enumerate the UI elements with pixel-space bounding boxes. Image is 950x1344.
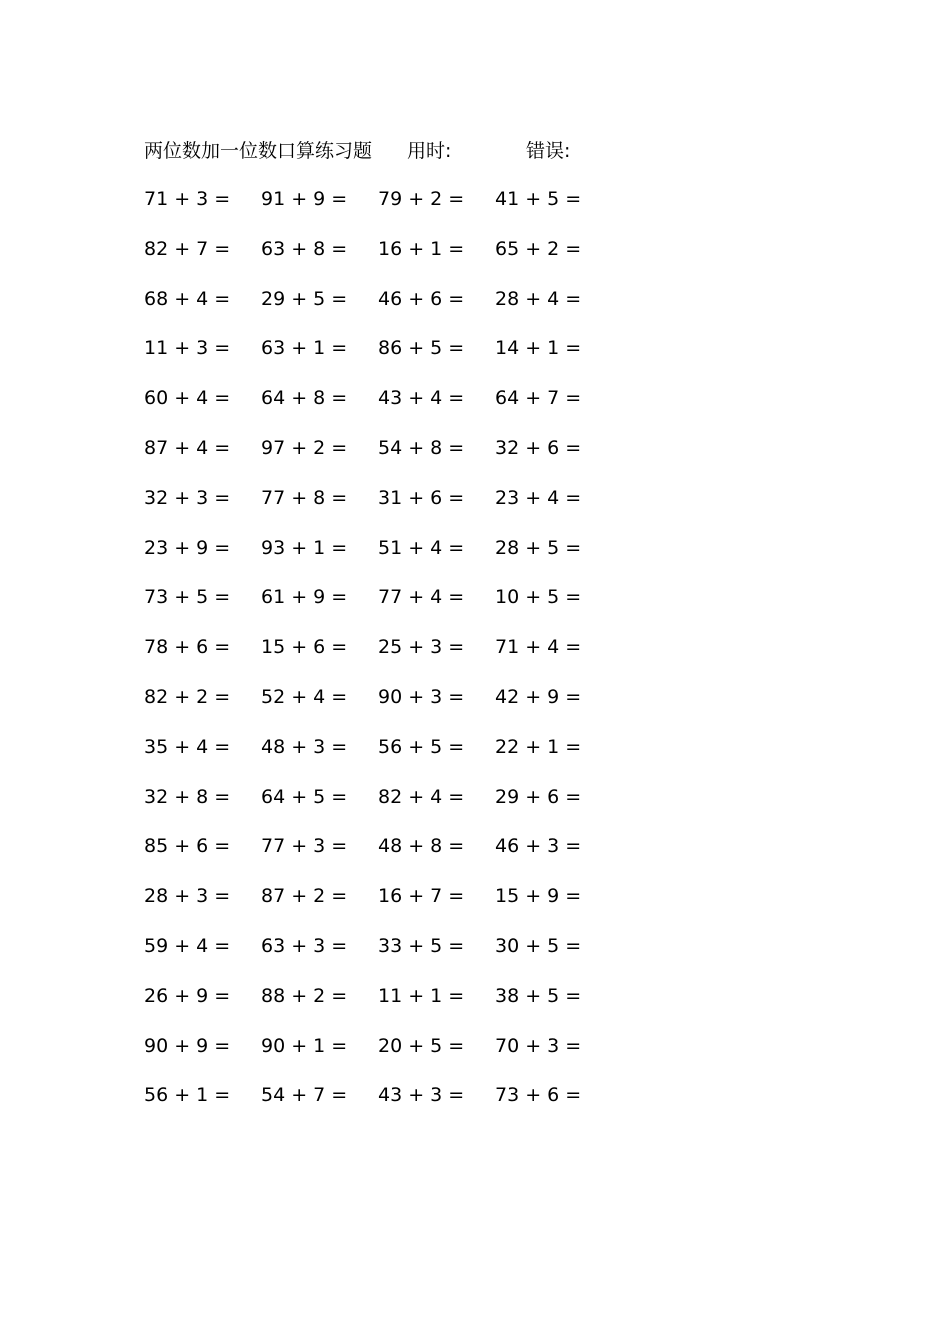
problem-item: 64 + 5 = — [261, 785, 348, 808]
problem-item: 85 + 6 = — [144, 835, 231, 858]
problem-item: 32 + 8 = — [144, 785, 231, 808]
problem-item: 20 + 5 = — [378, 1034, 465, 1057]
problem-item: 70 + 3 = — [495, 1034, 582, 1057]
problem-item: 30 + 5 = — [495, 934, 582, 957]
problem-item: 28 + 5 = — [495, 536, 582, 559]
problem-item: 35 + 4 = — [144, 735, 231, 758]
problem-item: 43 + 4 = — [378, 387, 465, 410]
problem-item: 68 + 4 = — [144, 287, 231, 310]
problem-item: 51 + 4 = — [378, 536, 465, 559]
problem-item: 71 + 4 = — [495, 636, 582, 659]
problem-item: 65 + 2 = — [495, 237, 582, 260]
problem-item: 63 + 3 = — [261, 934, 348, 957]
problem-item: 31 + 6 = — [378, 486, 465, 509]
problem-item: 42 + 9 = — [495, 685, 582, 708]
problem-item: 11 + 3 = — [144, 337, 231, 360]
problem-item: 46 + 6 = — [378, 287, 465, 310]
problem-item: 23 + 9 = — [144, 536, 231, 559]
problem-item: 59 + 4 = — [144, 934, 231, 957]
problem-item: 86 + 5 = — [378, 337, 465, 360]
worksheet-header — [144, 136, 844, 166]
problem-item: 23 + 4 = — [495, 486, 582, 509]
problem-item: 82 + 2 = — [144, 685, 231, 708]
problem-item: 14 + 1 = — [495, 337, 582, 360]
problem-item: 52 + 4 = — [261, 685, 348, 708]
error-label: 错误: — [526, 140, 571, 162]
problem-item: 77 + 4 = — [378, 586, 465, 609]
time-label: 用时: — [407, 140, 452, 162]
problem-item: 78 + 6 = — [144, 636, 231, 659]
problem-item: 15 + 9 = — [495, 885, 582, 908]
problem-item: 91 + 9 = — [261, 188, 348, 210]
problem-item: 16 + 7 = — [378, 885, 465, 908]
problem-item: 82 + 7 = — [144, 237, 231, 260]
problem-item: 60 + 4 = — [144, 387, 231, 410]
problem-item: 90 + 1 = — [261, 1034, 348, 1057]
problem-item: 43 + 3 = — [378, 1084, 465, 1107]
problem-item: 28 + 3 = — [144, 885, 231, 908]
problem-item: 26 + 9 = — [144, 984, 231, 1007]
problem-item: 63 + 8 = — [261, 237, 348, 260]
problem-item: 90 + 3 = — [378, 685, 465, 708]
problem-item: 77 + 8 = — [261, 486, 348, 509]
problem-item: 82 + 4 = — [378, 785, 465, 808]
problem-item: 71 + 3 = — [144, 188, 231, 210]
problem-item: 64 + 8 = — [261, 387, 348, 410]
problem-item: 25 + 3 = — [378, 636, 465, 659]
problem-item: 16 + 1 = — [378, 237, 465, 260]
problem-item: 38 + 5 = — [495, 984, 582, 1007]
problem-item: 41 + 5 = — [495, 188, 582, 210]
problem-item: 22 + 1 = — [495, 735, 582, 758]
problem-item: 32 + 3 = — [144, 486, 231, 509]
problem-item: 79 + 2 = — [378, 188, 465, 210]
problem-item: 54 + 7 = — [261, 1084, 348, 1107]
problem-item: 93 + 1 = — [261, 536, 348, 559]
problem-item: 64 + 7 = — [495, 387, 582, 410]
problem-item: 48 + 8 = — [378, 835, 465, 858]
problem-item: 46 + 3 = — [495, 835, 582, 858]
problem-item: 97 + 2 = — [261, 436, 348, 459]
problem-item: 29 + 6 = — [495, 785, 582, 808]
problem-item: 56 + 5 = — [378, 735, 465, 758]
problem-item: 90 + 9 = — [144, 1034, 231, 1057]
problem-item: 88 + 2 = — [261, 984, 348, 1007]
problem-item: 56 + 1 = — [144, 1084, 231, 1107]
problem-item: 15 + 6 = — [261, 636, 348, 659]
problem-item: 61 + 9 = — [261, 586, 348, 609]
problem-item: 32 + 6 = — [495, 436, 582, 459]
problem-item: 28 + 4 = — [495, 287, 582, 310]
problem-item: 87 + 4 = — [144, 436, 231, 459]
problem-item: 77 + 3 = — [261, 835, 348, 858]
problem-item: 54 + 8 = — [378, 436, 465, 459]
problem-item: 73 + 6 = — [495, 1084, 582, 1107]
problem-item: 29 + 5 = — [261, 287, 348, 310]
problem-item: 10 + 5 = — [495, 586, 582, 609]
problem-item: 33 + 5 = — [378, 934, 465, 957]
problem-item: 48 + 3 = — [261, 735, 348, 758]
problem-item: 87 + 2 = — [261, 885, 348, 908]
problem-item: 73 + 5 = — [144, 586, 231, 609]
problem-grid — [144, 184, 624, 1130]
problem-item: 63 + 1 = — [261, 337, 348, 360]
worksheet-title: 两位数加一位数口算练习题 — [144, 140, 373, 162]
problem-item: 11 + 1 = — [378, 984, 465, 1007]
